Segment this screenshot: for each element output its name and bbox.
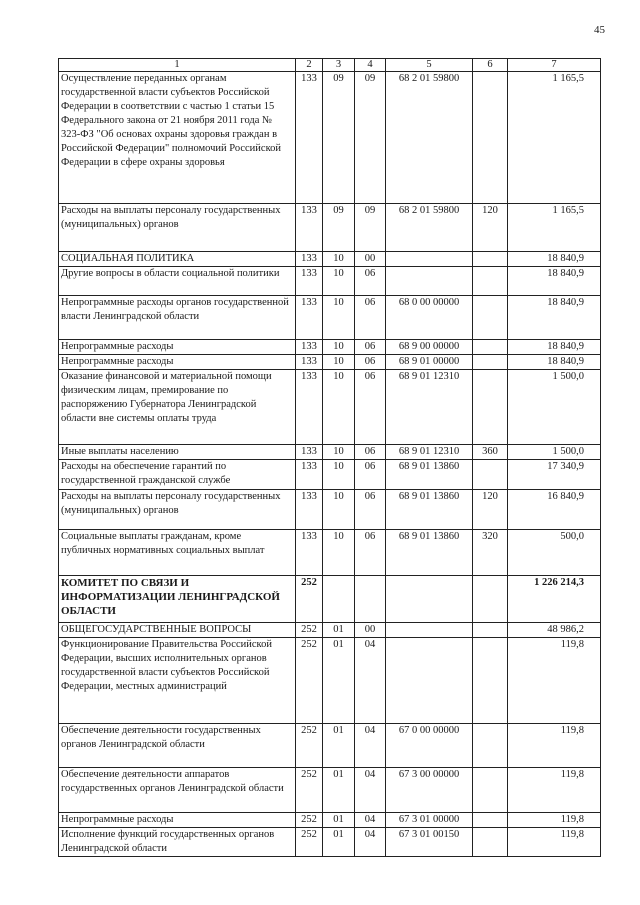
row-name: Исполнение функций государственных органов Ленинградской области <box>59 828 296 857</box>
row-pr: 06 <box>355 267 386 296</box>
row-name: Расходы на обеспечение гарантий по государственной гражданской службе <box>59 460 296 490</box>
row-csr <box>386 267 473 296</box>
row-pr: 06 <box>355 355 386 370</box>
row-name: Оказание финансовой и материальной помощи физическим лицам, премирование по распоряжению Губернатора Ленинградской области вне системы оплаты труда <box>59 370 296 445</box>
row-name: Осуществление переданных органам государственной власти субъектов Российской Федерации в соответствии с частью 1 статьи 15 Федерального закона от 21 ноября 2011 года № 323-ФЗ "Об основах охраны здоровья граждан в Российской Федерации" полномочий Российской Федерации в сфере охраны здоровья <box>59 72 296 204</box>
row-vr: 360 <box>473 445 508 460</box>
row-ved: 133 <box>296 370 323 445</box>
row-name: Непрограммные расходы <box>59 340 296 355</box>
row-vr <box>473 460 508 490</box>
row-rz: 10 <box>323 355 355 370</box>
header-row <box>59 59 601 72</box>
row-name: Непрограммные расходы органов государственной власти Ленинградской области <box>59 296 296 340</box>
row-pr: 04 <box>355 768 386 813</box>
row-name: Функционирование Правительства Российской Федерации, высших исполнительных органов государственной власти субъектов Российской Федерации, местных администраций <box>59 638 296 724</box>
row-ved: 133 <box>296 267 323 296</box>
table-row <box>59 828 601 857</box>
row-csr: 68 9 01 13860 <box>386 490 473 530</box>
row-csr <box>386 252 473 267</box>
header-cell: 7 <box>508 59 601 72</box>
row-name: КОМИТЕТ ПО СВЯЗИ И ИНФОРМАТИЗАЦИИ ЛЕНИНГРАДСКОЙ ОБЛАСТИ <box>59 576 296 623</box>
table-row <box>59 768 601 813</box>
table-row <box>59 370 601 445</box>
row-pr: 06 <box>355 370 386 445</box>
row-sum: 1 165,5 <box>508 204 601 252</box>
table-row <box>59 724 601 768</box>
row-rz: 10 <box>323 530 355 576</box>
row-rz: 10 <box>323 267 355 296</box>
row-vr <box>473 340 508 355</box>
header-cell: 1 <box>59 59 296 72</box>
row-ved: 133 <box>296 204 323 252</box>
row-pr: 06 <box>355 445 386 460</box>
table-row <box>59 490 601 530</box>
row-pr: 06 <box>355 296 386 340</box>
row-sum: 119,8 <box>508 828 601 857</box>
row-vr <box>473 72 508 204</box>
row-rz: 01 <box>323 828 355 857</box>
row-csr: 68 9 01 12310 <box>386 445 473 460</box>
row-vr <box>473 813 508 828</box>
row-sum: 1 226 214,3 <box>508 576 601 623</box>
row-ved: 252 <box>296 576 323 623</box>
row-vr <box>473 623 508 638</box>
table-row <box>59 267 601 296</box>
row-csr: 67 0 00 00000 <box>386 724 473 768</box>
row-pr: 04 <box>355 724 386 768</box>
row-rz: 10 <box>323 252 355 267</box>
row-sum: 119,8 <box>508 638 601 724</box>
row-sum: 18 840,9 <box>508 355 601 370</box>
row-pr: 06 <box>355 340 386 355</box>
row-ved: 252 <box>296 638 323 724</box>
row-vr <box>473 296 508 340</box>
header-cell: 3 <box>323 59 355 72</box>
table-row <box>59 576 601 623</box>
row-pr: 09 <box>355 72 386 204</box>
row-rz: 10 <box>323 296 355 340</box>
row-name: Непрограммные расходы <box>59 355 296 370</box>
row-ved: 252 <box>296 724 323 768</box>
row-pr: 06 <box>355 460 386 490</box>
row-csr: 68 0 00 00000 <box>386 296 473 340</box>
row-name: Расходы на выплаты персоналу государственных (муниципальных) органов <box>59 490 296 530</box>
row-name: Непрограммные расходы <box>59 813 296 828</box>
budget-table <box>58 58 601 857</box>
table-row <box>59 252 601 267</box>
row-pr: 00 <box>355 252 386 267</box>
row-ved: 133 <box>296 460 323 490</box>
row-csr: 68 2 01 59800 <box>386 204 473 252</box>
row-sum: 119,8 <box>508 768 601 813</box>
header-cell: 5 <box>386 59 473 72</box>
row-rz <box>323 576 355 623</box>
row-sum: 500,0 <box>508 530 601 576</box>
row-rz: 01 <box>323 768 355 813</box>
row-vr <box>473 724 508 768</box>
row-csr: 68 9 01 00000 <box>386 355 473 370</box>
row-sum: 1 165,5 <box>508 72 601 204</box>
row-name: Другие вопросы в области социальной политики <box>59 267 296 296</box>
table-row <box>59 623 601 638</box>
table-row <box>59 355 601 370</box>
row-vr: 320 <box>473 530 508 576</box>
row-sum: 16 840,9 <box>508 490 601 530</box>
row-rz: 01 <box>323 623 355 638</box>
row-csr: 68 9 01 12310 <box>386 370 473 445</box>
table-row <box>59 530 601 576</box>
row-rz: 01 <box>323 724 355 768</box>
row-csr: 68 2 01 59800 <box>386 72 473 204</box>
row-rz: 10 <box>323 340 355 355</box>
page-number: 45 <box>594 24 605 36</box>
row-sum: 18 840,9 <box>508 340 601 355</box>
table-row <box>59 204 601 252</box>
row-name: ОБЩЕГОСУДАРСТВЕННЫЕ ВОПРОСЫ <box>59 623 296 638</box>
row-ved: 252 <box>296 768 323 813</box>
row-name: Иные выплаты населению <box>59 445 296 460</box>
header-cell: 2 <box>296 59 323 72</box>
row-pr: 04 <box>355 638 386 724</box>
row-name: Расходы на выплаты персоналу государственных (муниципальных) органов <box>59 204 296 252</box>
row-pr: 09 <box>355 204 386 252</box>
row-rz: 01 <box>323 813 355 828</box>
row-ved: 133 <box>296 340 323 355</box>
row-csr: 67 3 01 00000 <box>386 813 473 828</box>
row-pr: 06 <box>355 490 386 530</box>
row-pr: 04 <box>355 828 386 857</box>
row-sum: 18 840,9 <box>508 296 601 340</box>
row-vr: 120 <box>473 204 508 252</box>
row-vr <box>473 768 508 813</box>
row-ved: 252 <box>296 623 323 638</box>
row-ved: 252 <box>296 813 323 828</box>
row-name: Обеспечение деятельности государственных органов Ленинградской области <box>59 724 296 768</box>
row-csr: 68 9 00 00000 <box>386 340 473 355</box>
row-name: Обеспечение деятельности аппаратов государственных органов Ленинградской области <box>59 768 296 813</box>
row-csr <box>386 576 473 623</box>
row-ved: 133 <box>296 445 323 460</box>
table-row <box>59 72 601 204</box>
header-cell: 4 <box>355 59 386 72</box>
row-ved: 133 <box>296 296 323 340</box>
row-csr <box>386 623 473 638</box>
row-rz: 10 <box>323 445 355 460</box>
row-vr <box>473 370 508 445</box>
table-row <box>59 813 601 828</box>
row-sum: 17 340,9 <box>508 460 601 490</box>
row-ved: 252 <box>296 828 323 857</box>
row-vr <box>473 355 508 370</box>
table-row <box>59 445 601 460</box>
row-rz: 09 <box>323 72 355 204</box>
row-name: Социальные выплаты гражданам, кроме публичных нормативных социальных выплат <box>59 530 296 576</box>
row-csr <box>386 638 473 724</box>
row-rz: 10 <box>323 490 355 530</box>
row-pr <box>355 576 386 623</box>
row-rz: 10 <box>323 370 355 445</box>
row-pr: 00 <box>355 623 386 638</box>
row-ved: 133 <box>296 530 323 576</box>
row-vr <box>473 576 508 623</box>
row-vr <box>473 638 508 724</box>
header-cell: 6 <box>473 59 508 72</box>
row-sum: 1 500,0 <box>508 445 601 460</box>
row-rz: 10 <box>323 460 355 490</box>
row-ved: 133 <box>296 72 323 204</box>
row-sum: 1 500,0 <box>508 370 601 445</box>
row-ved: 133 <box>296 490 323 530</box>
row-csr: 68 9 01 13860 <box>386 530 473 576</box>
table-row <box>59 296 601 340</box>
row-sum: 18 840,9 <box>508 252 601 267</box>
row-name: СОЦИАЛЬНАЯ ПОЛИТИКА <box>59 252 296 267</box>
table-row <box>59 638 601 724</box>
row-sum: 18 840,9 <box>508 267 601 296</box>
row-vr <box>473 267 508 296</box>
row-rz: 01 <box>323 638 355 724</box>
row-vr <box>473 828 508 857</box>
row-pr: 04 <box>355 813 386 828</box>
row-csr: 67 3 01 00150 <box>386 828 473 857</box>
row-sum: 119,8 <box>508 813 601 828</box>
row-ved: 133 <box>296 252 323 267</box>
row-vr <box>473 252 508 267</box>
row-csr: 68 9 01 13860 <box>386 460 473 490</box>
row-pr: 06 <box>355 530 386 576</box>
row-csr: 67 3 00 00000 <box>386 768 473 813</box>
table-row <box>59 460 601 490</box>
row-sum: 48 986,2 <box>508 623 601 638</box>
row-sum: 119,8 <box>508 724 601 768</box>
table-row <box>59 340 601 355</box>
row-ved: 133 <box>296 355 323 370</box>
row-vr: 120 <box>473 490 508 530</box>
row-rz: 09 <box>323 204 355 252</box>
